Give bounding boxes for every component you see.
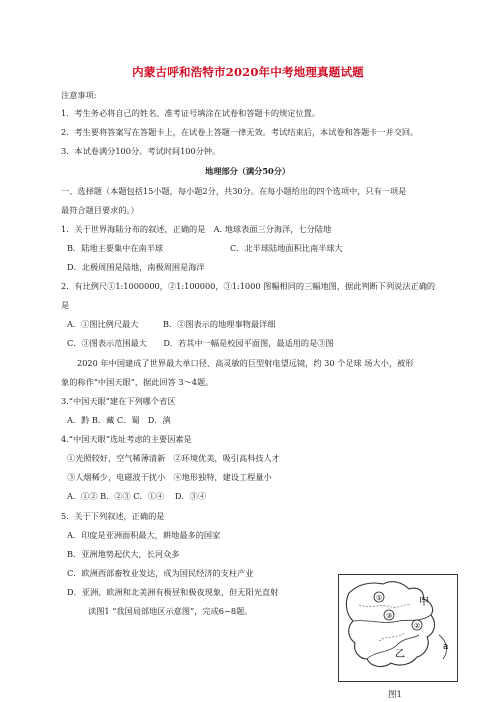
q2-options-cd: C．③图表示范围最大 D．若其中一幅是校园平面图，最适用的是③图 — [67, 338, 334, 348]
q1-option-d: D．北极周围是陆地，南极周围是海洋 — [67, 262, 205, 272]
q5-option-b: B．亚洲地势起伏大，长河众多 — [67, 549, 180, 559]
section-intro-2: 最符合题目要求的。） — [61, 205, 139, 215]
q2-stem: 2．有比例尺①1:1000000，②1:100000，③1:1000 图幅相同的三幅地图，据此判断下列说法正确的 — [61, 281, 436, 291]
map-label-yi: 乙 — [395, 649, 405, 660]
map-label-1: ① — [376, 594, 383, 602]
q4-stem: 4.“中国天眼”选址考虑的主要因素是 — [61, 434, 192, 444]
river-line — [379, 633, 405, 641]
note-2: 2．考生要将答案写在答题卡上，在试卷上答题一律无效。考试结束后，本试卷和答题卡一并交回。 — [61, 127, 419, 137]
q3-stem: 3.“中国天眼”建在下列哪个省区 — [61, 396, 176, 406]
q2-stem-cont: 是 — [61, 300, 70, 310]
passage-line-2: 象的称作“中国天眼”，据此回答 3～4题。 — [61, 377, 214, 387]
river-line — [359, 605, 411, 608]
passage-line-1: 2020 年中国建成了世界最大单口径、高灵敏的巨型射电望远镜，约 30 个足球 场大小，被形 — [77, 358, 414, 368]
map-figure — [339, 575, 457, 681]
map-label-2: ② — [414, 622, 421, 630]
figure-caption: 图1 — [388, 690, 402, 700]
region-outline — [346, 582, 434, 667]
q5-stem: 5．关于下列叙述，正确的是 — [61, 511, 165, 521]
china-region-map — [338, 574, 458, 682]
q2-options-ab: A．①图比例尺最大 B．②图表示的地理事物最详细 — [67, 319, 276, 329]
section-title: 地理部分（满分50分） — [205, 166, 291, 176]
q5-option-d: D．亚洲、欧洲和北美洲有极昼和极夜现象，但无阳光直射 — [67, 587, 279, 597]
q4-options: A．①② B．②③ C．①④ D．③④ — [67, 491, 207, 501]
q4-choice-row-1: ①光照较好，空气稀薄清新 ②环境优美，吸引高科技人才 — [67, 453, 280, 463]
q5-option-c: C．欧洲西部畜牧业发达，成为国民经济的支柱产业 — [67, 568, 254, 578]
map-label-a: a — [443, 642, 449, 652]
map-label-3: ③ — [386, 612, 393, 620]
q3-options: A．黔 B．藏 C．蜀 D．滇 — [67, 415, 171, 425]
note-1: 1．考生务必将自己的姓名、准考证号填涂在试卷和答题卡的规定位置。 — [61, 108, 321, 118]
map-label-jia: 甲 — [419, 597, 429, 608]
q1-stem: 1．关于世界海陆分布的叙述，正确的是 A. 地球表面三分海洋，七分陆地 — [61, 224, 332, 234]
q1-option-b: B．陆地主要集中在南半球 — [67, 243, 164, 253]
note-3: 3．本试卷满分100分。考试时间100分钟。 — [61, 146, 221, 156]
page-title: 内蒙古呼和浩特市2020年中考地理真题试题 — [132, 65, 364, 79]
q5-option-a: A．印度是亚洲面积最大，耕地最多的国家 — [67, 530, 221, 540]
q1-option-c: C．北半球陆地面积比南半球大 — [230, 243, 343, 253]
province-boundary — [367, 635, 419, 659]
section-intro-1: 一、选择题（本题包括15小题，每小题2分，共30分。在每小题给出的四个选项中，只有一项是 — [61, 186, 407, 196]
q6-intro: 读图1 “我国局部地区示意图”，完成6~8题。 — [88, 606, 253, 616]
q4-choice-row-2: ③人烟稀少，电磁波干扰小 ④地形独特，建设工程量小 — [67, 472, 272, 482]
notes-header: 注意事项: — [61, 90, 97, 100]
